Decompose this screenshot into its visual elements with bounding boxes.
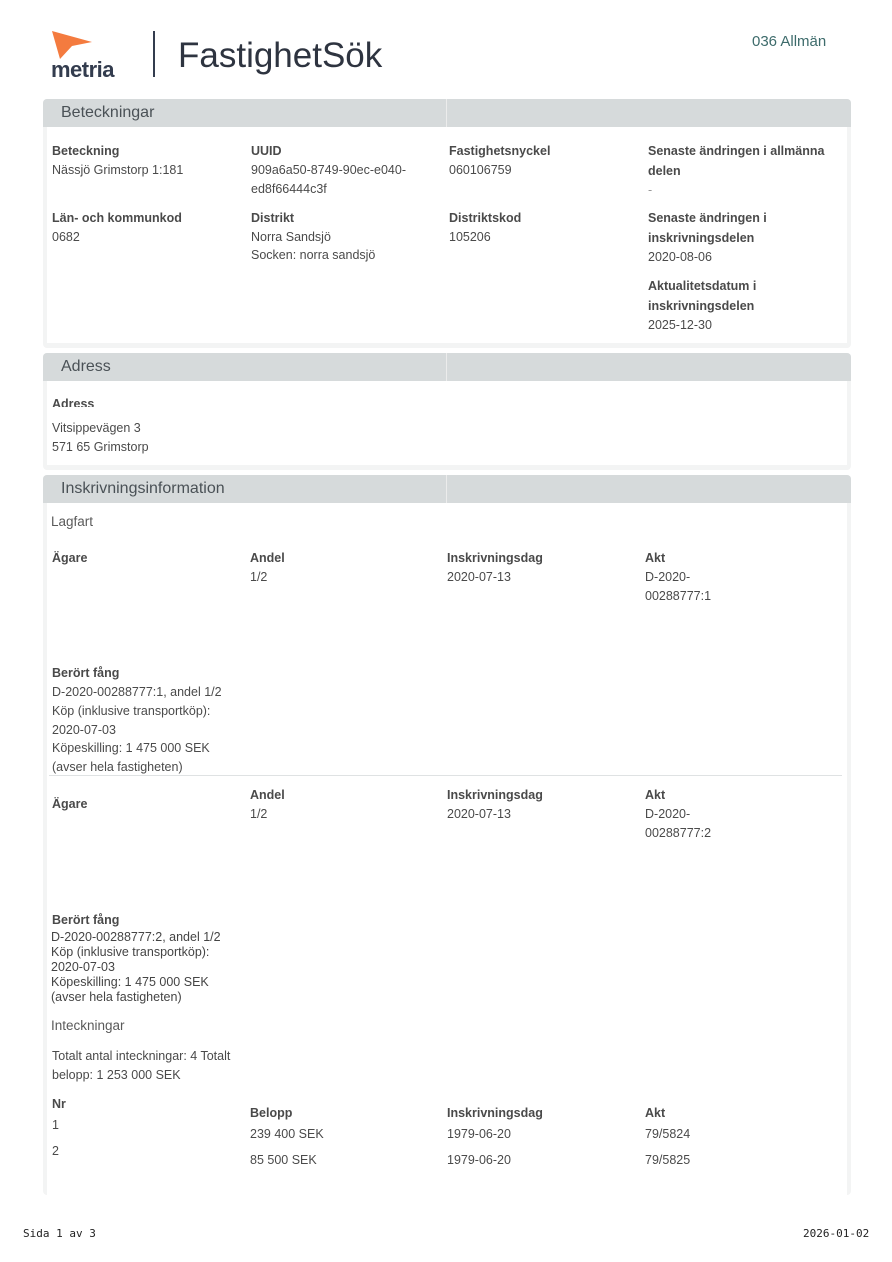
owner1-fang-line3: 2020-07-03 xyxy=(52,723,116,737)
inteckning-row2-nr: 2 xyxy=(52,1144,59,1158)
owner1-akt-line2: 00288777:1 xyxy=(645,589,712,603)
logo-text: metria xyxy=(51,57,115,82)
adress-label: Adress xyxy=(52,397,95,407)
senaste-inskrivning-label-line2: inskrivningsdelen xyxy=(648,231,755,245)
owner1-fang-line2: Köp (inklusive transportköp): xyxy=(52,704,211,718)
inteckning-row2-dag: 1979-06-20 xyxy=(447,1153,511,1167)
owner1-fang-line4: Köpeskilling: 1 475 000 SEK xyxy=(52,741,210,755)
beteckning-value: Nässjö Grimstorp 1:181 xyxy=(52,163,184,177)
inskrivningsdag-label: Inskrivningsdag xyxy=(447,1106,543,1120)
distrikt-value-line1: Norra Sandsjö xyxy=(251,230,331,244)
akt-label: Akt xyxy=(645,788,666,802)
section-header xyxy=(43,99,851,127)
owner2-akt-line1: D-2020- xyxy=(645,807,691,821)
owner2-fang-line2: Köp (inklusive transportköp): xyxy=(51,945,210,959)
owner2-fang-line3: 2020-07-03 xyxy=(51,960,115,974)
section-title: Adress xyxy=(61,358,111,375)
agare-label: Ägare xyxy=(52,551,88,565)
inteckningar-subheading: Inteckningar xyxy=(51,1018,125,1033)
akt-label: Akt xyxy=(645,551,666,565)
akt-label: Akt xyxy=(645,1106,666,1120)
owner2-inskrivningsdag: 2020-07-13 xyxy=(447,807,511,821)
distriktskod-value: 105206 xyxy=(449,230,491,244)
andel-label: Andel xyxy=(250,788,285,802)
senaste-allmanna-label-line2: delen xyxy=(648,164,681,178)
owner2-fang-line1: D-2020-00288777:2, andel 1/2 xyxy=(51,930,221,944)
owner2-akt-line2: 00288777:2 xyxy=(645,826,712,840)
owner1-akt-line1: D-2020- xyxy=(645,570,691,584)
inteckning-row1-belopp: 239 400 SEK xyxy=(250,1127,324,1141)
inteckning-row1-nr: 1 xyxy=(52,1118,59,1132)
distrikt-value-line2: Socken: norra sandsjö xyxy=(251,248,376,262)
owner1-fang-line1: D-2020-00288777:1, andel 1/2 xyxy=(52,685,222,699)
inteckning-row1-dag: 1979-06-20 xyxy=(447,1127,511,1141)
section-inskrivningsinformation xyxy=(43,475,851,1195)
senaste-inskrivning-label-line1: Senaste ändringen i xyxy=(648,211,767,225)
andel-label: Andel xyxy=(250,551,285,565)
fastighetsnyckel-label: Fastighetsnyckel xyxy=(449,144,551,158)
senaste-inskrivning-value: 2020-08-06 xyxy=(648,250,712,264)
agare-label: Ägare xyxy=(52,797,88,811)
section-title: Beteckningar xyxy=(61,104,155,121)
owner-divider xyxy=(49,775,842,776)
section-header xyxy=(43,353,851,381)
owner1-inskrivningsdag: 2020-07-13 xyxy=(447,570,511,584)
adress-line2: 571 65 Grimstorp xyxy=(52,440,149,454)
uuid-value-line2: ed8f66444c3f xyxy=(251,182,327,196)
print-date: 2026-01-02 xyxy=(803,1227,870,1240)
section-title: Inskrivningsinformation xyxy=(61,480,225,497)
aktualitetsdatum-label-line2: inskrivningsdelen xyxy=(648,299,755,313)
belopp-label: Belopp xyxy=(250,1106,293,1120)
owner1-fang-line5: (avser hela fastigheten) xyxy=(52,760,183,774)
owner1-andel: 1/2 xyxy=(250,570,268,584)
owner2-fang-line4: Köpeskilling: 1 475 000 SEK xyxy=(51,975,209,989)
fastighetsnyckel-value: 060106759 xyxy=(449,163,512,177)
section-header xyxy=(43,475,851,503)
uuid-value-line1: 909a6a50-8749-90ec-e040- xyxy=(251,163,406,177)
section-beteckningar xyxy=(43,99,851,348)
beteckning-label: Beteckning xyxy=(52,144,120,158)
inteckningar-total-line2: belopp: 1 253 000 SEK xyxy=(52,1068,181,1082)
adress-line1: Vitsippevägen 3 xyxy=(52,421,141,435)
inskrivningsdag-label: Inskrivningsdag xyxy=(447,551,543,565)
uuid-label: UUID xyxy=(251,144,282,158)
distriktskod-label: Distriktskod xyxy=(449,211,522,225)
senaste-allmanna-value: - xyxy=(648,183,653,197)
inteckning-row2-akt: 79/5825 xyxy=(645,1153,691,1167)
senaste-allmanna-label-line1: Senaste ändringen i allmänna xyxy=(648,144,825,158)
aktualitetsdatum-label-line1: Aktualitetsdatum i xyxy=(648,279,757,293)
distrikt-label: Distrikt xyxy=(251,211,295,225)
owner2-fang-line5: (avser hela fastigheten) xyxy=(51,990,182,1004)
lan-kommunkod-label: Län- och kommunkod xyxy=(52,211,182,225)
inteckningar-total-line1: Totalt antal inteckningar: 4 Totalt xyxy=(52,1049,231,1063)
header-divider xyxy=(153,31,155,77)
lan-kommunkod-value: 0682 xyxy=(52,230,80,244)
page-number: Sida 1 av 3 xyxy=(23,1227,96,1240)
berort-fang-label: Berört fång xyxy=(52,913,120,927)
berort-fang-label: Berört fång xyxy=(52,666,120,680)
owner2-andel: 1/2 xyxy=(250,807,268,821)
aktualitetsdatum-value: 2025-12-30 xyxy=(648,318,712,332)
lagfart-subheading: Lagfart xyxy=(51,514,94,529)
inteckning-row2-belopp: 85 500 SEK xyxy=(250,1153,317,1167)
section-adress xyxy=(43,353,851,470)
app-title: FastighetSök xyxy=(178,36,383,75)
inskrivningsdag-label: Inskrivningsdag xyxy=(447,788,543,802)
inteckning-row1-akt: 79/5824 xyxy=(645,1127,691,1141)
classification-label: 036 Allmän xyxy=(752,33,827,50)
nr-label: Nr xyxy=(52,1097,66,1111)
